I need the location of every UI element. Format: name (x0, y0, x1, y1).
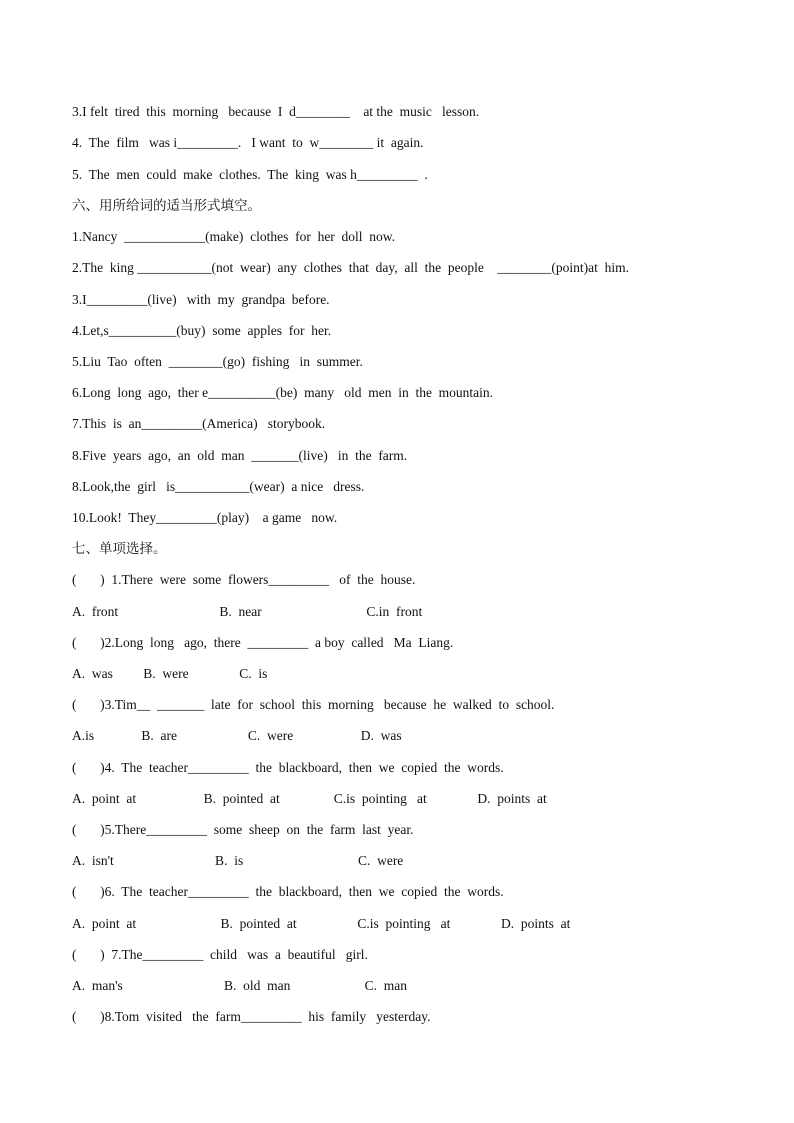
section-6-title: 六、用所给词的适当形式填空。 (72, 198, 261, 214)
fill-blank-item-4: 4. The film was i_________. I want to w________ it again. (72, 135, 424, 150)
word-form-item-6: 6.Long long ago, ther e__________(be) many old men in the mountain. (72, 385, 494, 400)
choice-options-5: A. isn't B. is C. were (72, 853, 404, 868)
word-form-item-4: 4.Let,s__________(buy) some apples for her. (72, 323, 332, 338)
choice-options-4: A. point at B. pointed at C.is pointing at D. points at (72, 791, 547, 806)
choice-question-4: ( )4. The teacher_________ the blackboard, then we copied the words. (72, 760, 504, 775)
word-form-item-9: 8.Look,the girl is___________(wear) a nice dress. (72, 479, 365, 494)
choice-question-2: ( )2.Long long ago, there _________ a boy called Ma Liang. (72, 635, 454, 650)
choice-question-7: ( ) 7.The_________ child was a beautiful girl. (72, 947, 368, 962)
fill-blank-item-5: 5. The men could make clothes. The king was h_________ . (72, 167, 428, 182)
word-form-item-5: 5.Liu Tao often ________(go) fishing in summer. (72, 354, 363, 369)
word-form-item-7: 7.This is an_________(America) storybook. (72, 416, 326, 431)
choice-options-3: A.is B. are C. were D. was (72, 728, 402, 743)
choice-question-8: ( )8.Tom visited the farm_________ his family yesterday. (72, 1009, 431, 1024)
choice-question-6: ( )6. The teacher_________ the blackboard, then we copied the words. (72, 884, 504, 899)
choice-question-1: ( ) 1.There were some flowers_________ of the house. (72, 572, 416, 587)
word-form-item-3: 3.I_________(live) with my grandpa before. (72, 292, 330, 307)
choice-options-6: A. point at B. pointed at C.is pointing at D. points at (72, 916, 571, 931)
choice-question-3: ( )3.Tim__ _______ late for school this morning because he walked to school. (72, 697, 555, 712)
choice-question-5: ( )5.There_________ some sheep on the farm last year. (72, 822, 414, 837)
choice-options-1: A. front B. near C.in front (72, 604, 423, 619)
word-form-item-10: 10.Look! They_________(play) a game now. (72, 510, 338, 525)
word-form-item-8: 8.Five years ago, an old man _______(live) in the farm. (72, 448, 408, 463)
word-form-item-2: 2.The king ___________(not wear) any clothes that day, all the people ________(point)at him. (72, 260, 630, 275)
choice-options-2: A. was B. were C. is (72, 666, 268, 681)
word-form-item-1: 1.Nancy ____________(make) clothes for her doll now. (72, 229, 396, 244)
fill-blank-item-3: 3.I felt tired this morning because I d________ at the music lesson. (72, 104, 480, 119)
section-7-title: 七、单项选择。 (72, 541, 167, 557)
choice-options-7: A. man's B. old man C. man (72, 978, 408, 993)
